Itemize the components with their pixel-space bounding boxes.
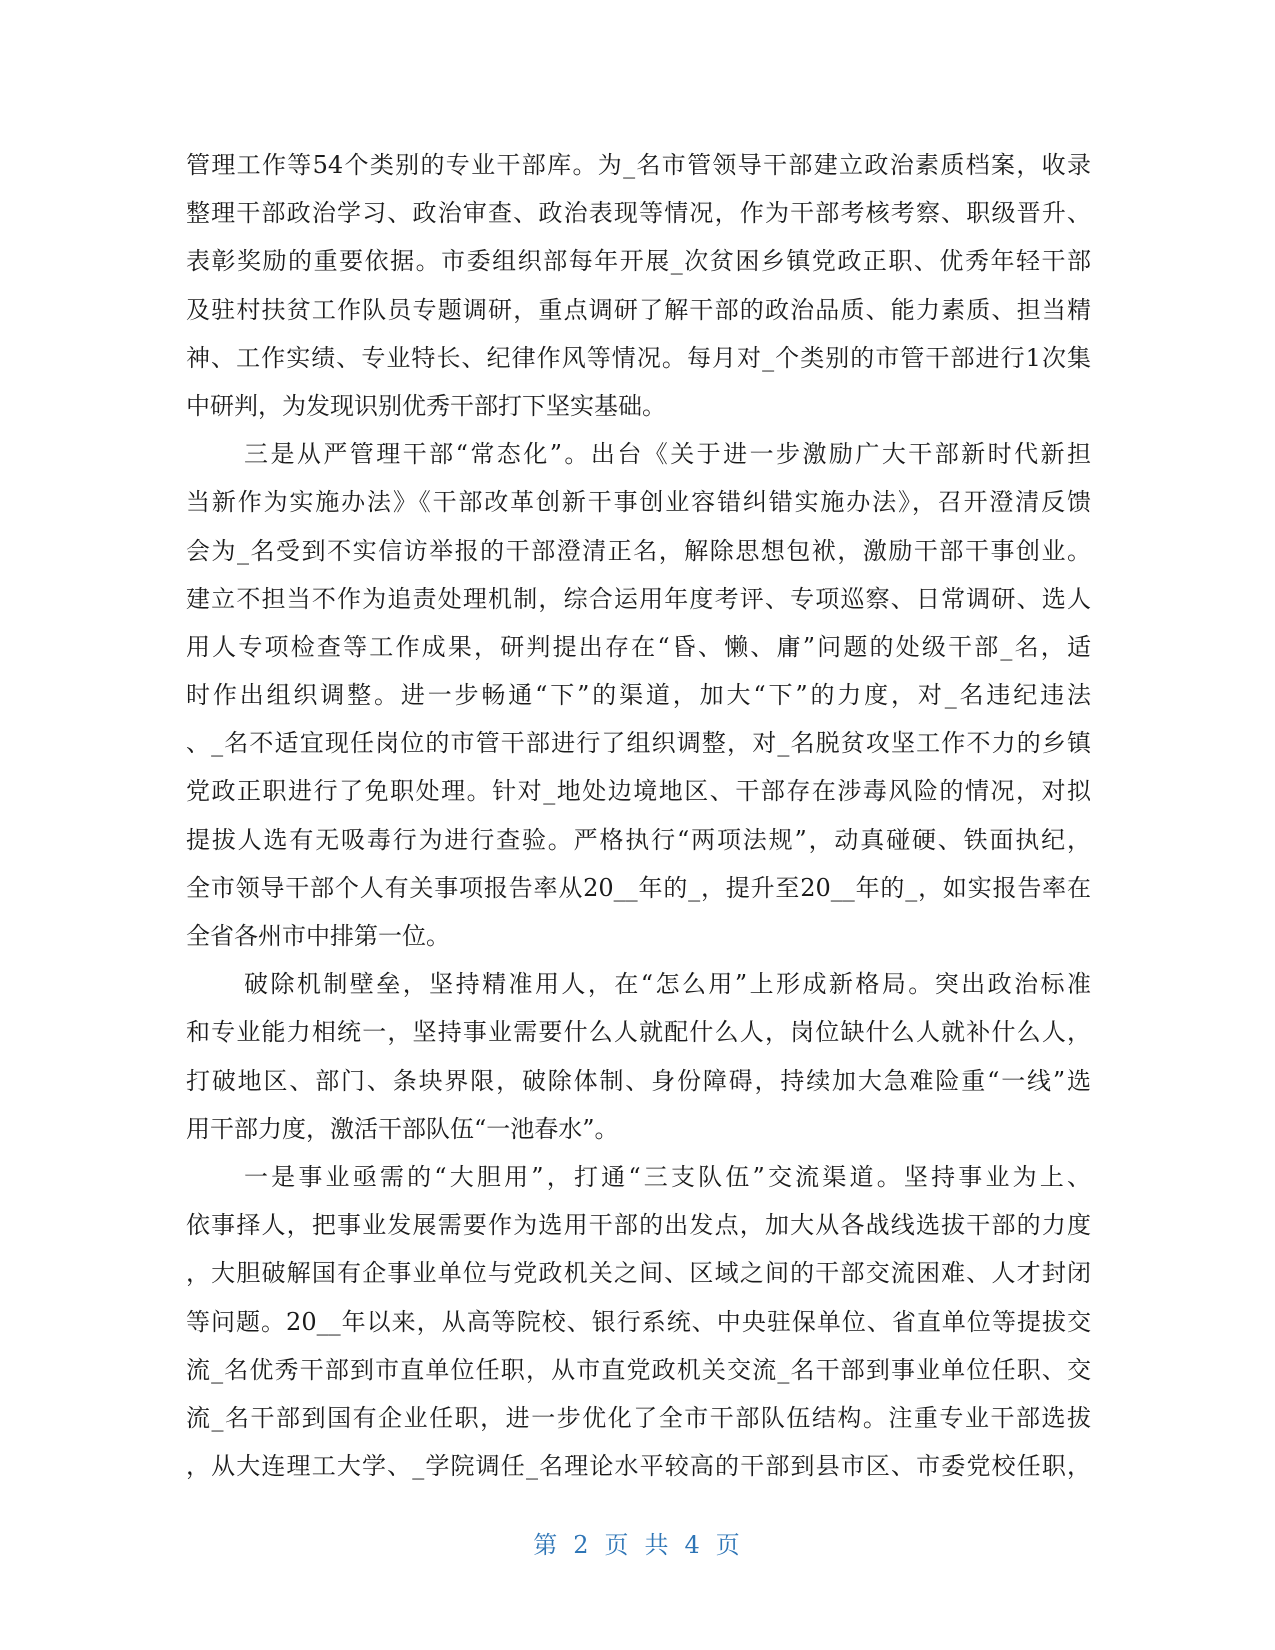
text-line: 整理干部政治学习、政治审查、政治表现等情况，作为干部考核考察、职级晋升、 [186,199,1091,228]
text-line: 建立不担当不作为追责处理机制，综合运用年度考评、专项巡察、日常调研、选人 [186,584,1091,613]
page-footer [0,1525,1275,1560]
text-line: 用干部力度，激活干部队伍“一池春水”。 [186,1114,619,1143]
text-line: 等问题。20__年以来，从高等院校、银行系统、中央驻保单位、省直单位等提拔交 [186,1307,1091,1336]
text-line: 、_名不适宜现任岗位的市管干部进行了组织调整，对_名脱贫攻坚工作不力的乡镇 [186,729,1091,758]
text-line: 会为_名受到不实信访举报的干部澄清正名，解除思想包袱，激励干部干事创业。 [186,536,1091,565]
footer-prefix: 第 [533,1531,560,1559]
text-line: 时作出组织调整。进一步畅通“下”的渠道，加大“下”的力度，对_名违纪违法 [186,681,1091,710]
text-line: 流_名优秀干部到市直单位任职，从市直党政机关交流_名干部到事业单位任职、交 [186,1355,1091,1384]
footer-suffix: 页 [715,1531,742,1559]
text-line: 用人专项检查等工作成果，研判提出存在“昏、懒、庸”问题的处级干部_名，适 [186,632,1091,661]
text-line: 及驻村扶贫工作队员专题调研，重点调研了解干部的政治品质、能力素质、担当精 [186,295,1091,324]
paragraph-start-line: 一是事业亟需的“大胆用”，打通“三支队伍”交流渠道。坚持事业为上、 [244,1162,1091,1191]
text-line: 流_名干部到国有企业任职，进一步优化了全市干部队伍结构。注重专业干部选拔 [186,1403,1091,1432]
paragraph-start-line: 破除机制壁垒，坚持精准用人，在“怎么用”上形成新格局。突出政治标准 [244,970,1091,999]
text-line: 和专业能力相统一，坚持事业需要什么人就配什么人，岗位缺什么人就补什么人， [186,1018,1091,1047]
footer-page-word: 页 [604,1531,631,1559]
text-line: 全市领导干部个人有关事项报告率从20__年的_，提升至20__年的_，如实报告率在 [186,873,1091,902]
text-line: ，从大连理工大学、_学院调任_名理论水平较高的干部到县市区、市委党校任职， [186,1452,1091,1481]
paragraph-start-line: 三是从严管理干部“常态化”。出台《关于进一步激励广大干部新时代新担 [244,440,1091,469]
document-body [186,141,1091,1490]
text-line: 表彰奖励的重要依据。市委组织部每年开展_次贫困乡镇党政正职、优秀年轻干部 [186,247,1091,276]
text-line: 当新作为实施办法》《干部改革创新干事创业容错纠错实施办法》，召开澄清反馈 [186,488,1091,517]
footer-total-word: 共 [644,1531,671,1559]
text-line: 依事择人，把事业发展需要作为选用干部的出发点，加大从各战线选拔干部的力度 [186,1211,1091,1240]
text-line: 党政正职进行了免职处理。针对_地处边境地区、干部存在涉毒风险的情况，对拟 [186,777,1091,806]
text-line: 管理工作等54个类别的专业干部库。为_名市管领导干部建立政治素质档案，收录 [186,151,1091,179]
text-line: 打破地区、部门、条块界限，破除体制、身份障碍，持续加大急难险重“一线”选 [186,1066,1091,1095]
text-line: 中研判，为发现识别优秀干部打下坚实基础。 [186,391,666,420]
text-line: 全省各州市中排第一位。 [186,922,450,950]
footer-page-number: 2 [573,1531,591,1559]
footer-total-pages: 4 [684,1531,702,1559]
text-line: ，大胆破解国有企事业单位与党政机关之间、区域之间的干部交流困难、人才封闭 [186,1259,1091,1288]
text-line: 提拔人选有无吸毒行为进行查验。严格执行“两项法规”，动真碰硬、铁面执纪， [186,825,1091,854]
text-line: 神、工作实绩、专业特长、纪律作风等情况。每月对_个类别的市管干部进行1次集 [186,343,1091,372]
